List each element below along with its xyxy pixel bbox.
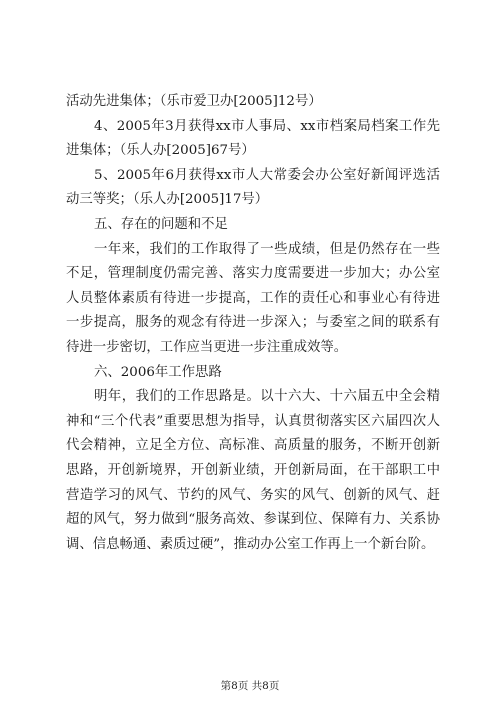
section-heading-2006-plan: 六、2006年工作思路 [94,364,222,380]
paragraph-2006-plan: 明年，我们的工作思路是。以十六大、十六届五中全会精神和“三个代表”重要思想为指导，认真贯彻落实区六届四次人代会精神，立足全方位、高标准、高质量的服务，不断开创新思路，开创新境界，开创新业绩，开创新局面，在干部职工中营造学习的风气、节约的风气、务实的风气、创新的风气、赶超的风气，努力做到“服务高效、参谋到位、保障有力、关系协调、信息畅通、素质过硬”，推动办公室工作再上一个新台阶。 [66,389,440,552]
paragraph-problems: 一年来，我们的工作取得了一些成绩，但是仍然存在一些不足，管理制度仍需完善、落实力度需要进一步加大；办公室人员整体素质有待进一步提高，工作的责任心和事业心有待进一步提高，服务的观念有待进一步深入；与委室之间的联系有待进一步密切，工作应当更进一步注重成效等。 [66,241,440,355]
document-body [66,90,440,557]
paragraph-item-4: 4、2005年3月获得xx市人事局、xx市档案局档案工作先进集体；（乐人办[2005]67号） [66,118,440,159]
page-footer: 第8页 共8页 [220,680,280,692]
paragraph-continuation: 活动先进集体；（乐市爱卫办[2005]12号） [66,94,322,109]
paragraph-item-5: 5、2005年6月获得xx市人大常委会办公室好新闻评选活动三等奖；（乐人办[2005]17号） [66,167,440,208]
section-heading-problems: 五、存在的问题和不足 [94,216,228,232]
